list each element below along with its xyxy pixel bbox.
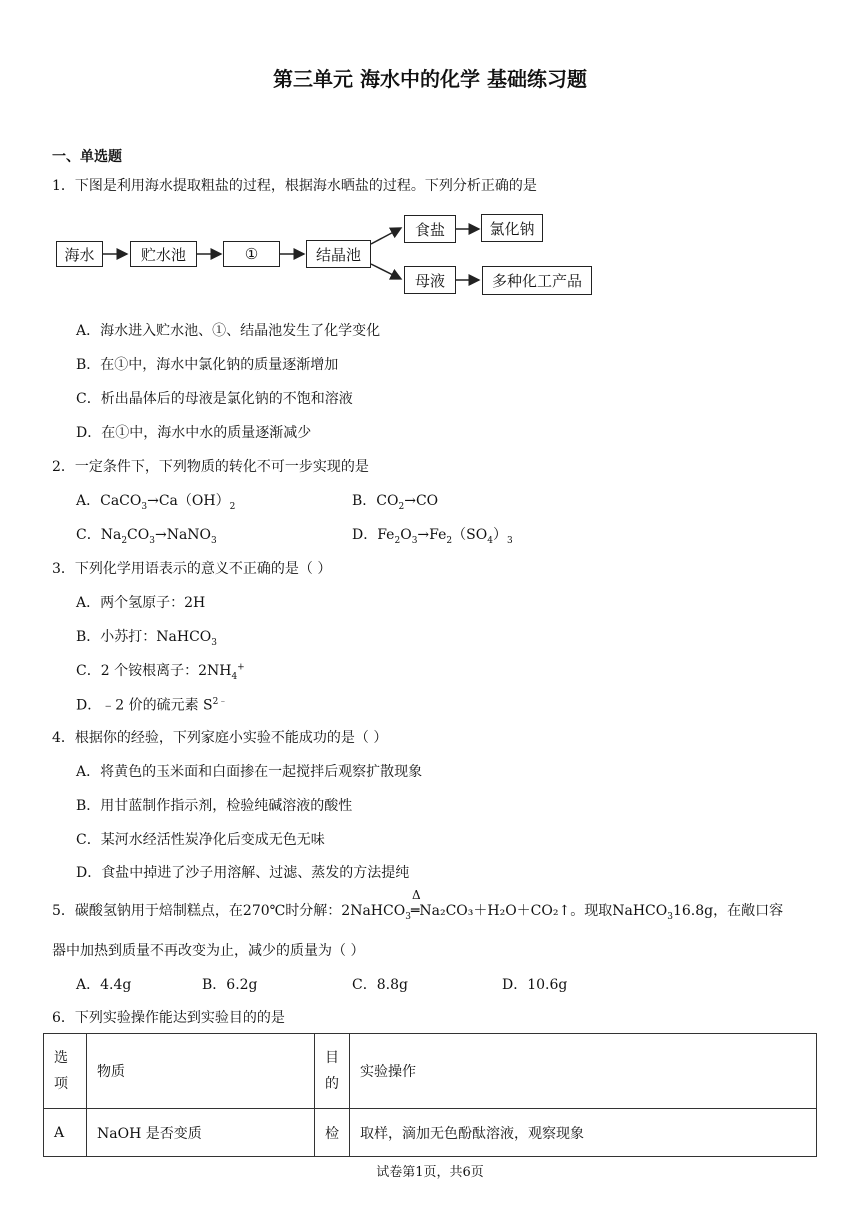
q5-option-a: A．4.4g bbox=[76, 977, 132, 993]
q2-option-d: D．$Fe_2O_3\to Fe_2(SO_4)_3$ bbox=[352, 527, 513, 546]
q2-option-c: C．$Na_2CO_3\to NaNO_3$ bbox=[76, 527, 217, 546]
decomposition-equation: 2NaHCO$_3$ Δ ═Na₂CO₃＋H₂O＋CO₂↑ bbox=[341, 888, 571, 922]
table-header-option: 选项 bbox=[44, 1034, 87, 1109]
table-header-operation: 实验操作 bbox=[350, 1034, 817, 1109]
q3-option-b: B．小苏打：NaHCO$_3$ bbox=[76, 629, 218, 648]
q1-option-a: A．海水进入贮水池、①、结晶池发生了化学变化 bbox=[76, 323, 381, 339]
page-title: 第三单元 海水中的化学 基础练习题 bbox=[273, 67, 587, 91]
q5-option-b: B．6.2g bbox=[202, 977, 258, 993]
q4-option-c: C．某河水经活性炭净化后变成无色无味 bbox=[76, 832, 325, 848]
page-footer: 试卷第1页，共6页 bbox=[376, 1165, 484, 1180]
table-cell-substance: NaOH 是否变质 bbox=[87, 1109, 315, 1157]
flow-box-salt: 食盐 bbox=[404, 215, 456, 243]
question-5-line2: 器中加热到质量不再改变为止，减少的质量为（ ） bbox=[52, 943, 365, 959]
question-1-stem: 1．下图是利用海水提取粗盐的过程，根据海水晒盐的过程。下列分析正确的是 bbox=[52, 178, 537, 194]
question-2-stem: 2．一定条件下，下列物质的转化不可一步实现的是 bbox=[52, 459, 369, 475]
flow-box-mother: 母液 bbox=[404, 266, 456, 294]
table-row bbox=[44, 1109, 817, 1157]
table-cell-option: A bbox=[44, 1109, 87, 1157]
experiment-table bbox=[43, 1033, 817, 1157]
q1-option-d: D．在①中，海水中水的质量逐渐减少 bbox=[76, 425, 312, 441]
table-header-row bbox=[44, 1034, 817, 1109]
table-cell-purpose: 检 bbox=[315, 1109, 350, 1157]
q3-option-c: C．2 个铵根离子：$2NH_4^+$ bbox=[76, 662, 245, 682]
flow-box-nacl: 氯化钠 bbox=[481, 214, 543, 242]
q4-option-d: D．食盐中掉进了沙子用溶解、过滤、蒸发的方法提纯 bbox=[76, 865, 410, 881]
question-4-stem: 4．根据你的经验，下列家庭小实验不能成功的是（ ） bbox=[52, 730, 388, 746]
flow-box-products: 多种化工产品 bbox=[482, 266, 592, 295]
flow-box-step1: ① bbox=[223, 241, 280, 267]
q1-option-c: C．析出晶体后的母液是氯化钠的不饱和溶液 bbox=[76, 391, 353, 407]
table-header-purpose: 目的 bbox=[315, 1034, 350, 1109]
table-header-substance: 物质 bbox=[87, 1034, 315, 1109]
flow-box-crystal: 结晶池 bbox=[306, 240, 371, 268]
q5-option-d: D．10.6g bbox=[502, 977, 568, 993]
q1-option-b: B．在①中，海水中氯化钠的质量逐渐增加 bbox=[76, 357, 339, 373]
flow-box-storage: 贮水池 bbox=[130, 241, 197, 267]
question-3-stem: 3．下列化学用语表示的意义不正确的是（ ） bbox=[52, 561, 332, 577]
flow-box-seawater: 海水 bbox=[56, 241, 103, 267]
question-5-line1: 5．碳酸氢钠用于焙制糕点，在270℃时分解：2NaHCO$_3$ Δ ═Na₂CO₃＋H₂O＋CO₂↑。现取NaHCO$_3$16.8g，在敞口容 bbox=[52, 888, 784, 922]
q3-option-d: D．﹣2 价的硫元素 $S^{2﹣}$ bbox=[76, 697, 228, 714]
q2-option-a: A．$CaCO_3\to Ca(OH)_2$ bbox=[76, 493, 236, 512]
table-cell-operation: 取样，滴加无色酚酞溶液，观察现象 bbox=[350, 1109, 817, 1157]
q2-option-b: B．$CO_2\to CO$ bbox=[352, 493, 439, 512]
section-heading: 一、单选题 bbox=[52, 149, 122, 165]
q5-option-c: C．8.8g bbox=[352, 977, 408, 993]
q4-option-a: A．将黄色的玉米面和白面掺在一起搅拌后观察扩散现象 bbox=[76, 764, 423, 780]
q4-option-b: B．用甘蓝制作指示剂，检验纯碱溶液的酸性 bbox=[76, 798, 353, 814]
q3-option-a: A．两个氢原子：2H bbox=[76, 595, 206, 611]
question-6-stem: 6．下列实验操作能达到实验目的的是 bbox=[52, 1010, 285, 1026]
